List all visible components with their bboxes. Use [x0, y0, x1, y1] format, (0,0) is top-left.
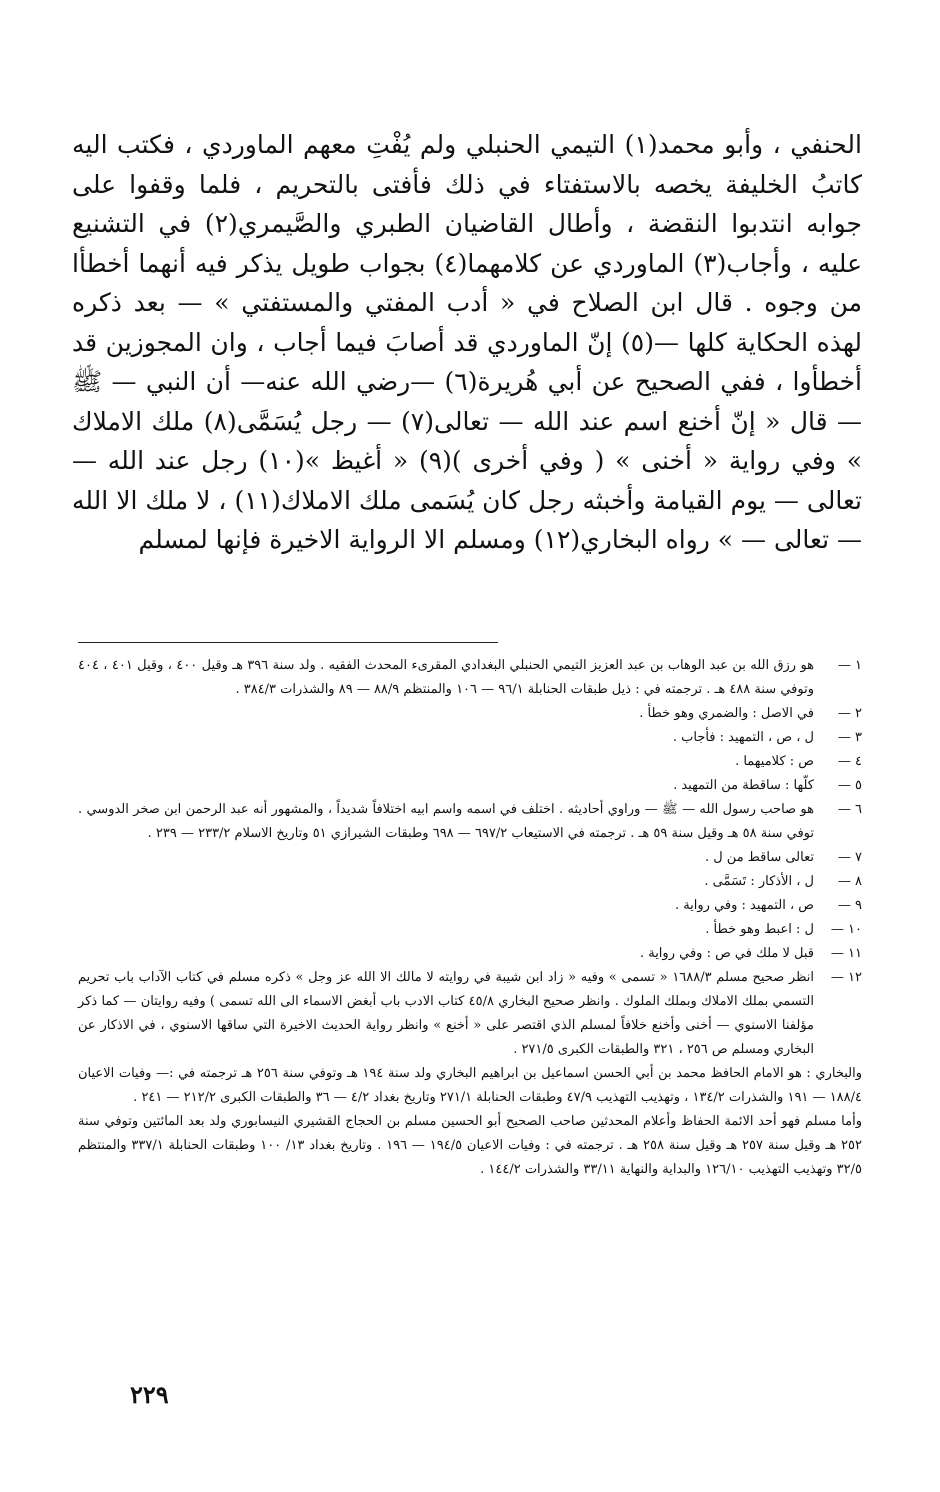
footnote-number: ٤ — — [837, 754, 862, 769]
footnote-text: كلّها : ساقطة من التمهيد . — [673, 778, 814, 793]
footnote — [78, 726, 862, 750]
footnote-text: هو رزق الله بن عبد الوهاب بن عبد العزيز التيمي الحنبلي البغدادي المقرىء المحدث الفقيه . ولد سنة ٣٩٦ هـ وقيل ٤٠٠ ، وقيل ٤٠١ ، ٤٠٤ وتوفي سنة ٤٨٨ هـ . ترجمته في : ذيل طبقات الحنابلة ٩٦/١ — ١٠٦ والمنتظم ٨٨/٩ — ٨٩ والشذرات ٣٨٤/٣ . — [78, 658, 815, 697]
footnotes — [78, 654, 862, 1182]
footnote — [78, 750, 862, 774]
footnote-text: ل ، ص ، التمهيد : فأجاب . — [672, 730, 814, 745]
footnote-text: انظر صحيح مسلم ١٦٨٨/٣ « تسمى » وفيه « زاد ابن شيبة في روايته لا مالك الا الله عز وجل » ذكره مسلم في كتاب الآداب باب تحريم التسمي بملك الاملاك وبملك الملوك . وانظر صحيح البخاري ٤٥/٨ كتاب الادب باب أبغض الاسماء الى الله تسمى ) وفيه روايتان — كما ذكر مؤلفنا الاسنوي — أخنى وأخنع خلافاً لمسلم الذي اقتصر على « أخنع » وانظر رواية الحديث الاخيرة التي ساقها الاسنوي ، في الاذكار عن البخاري ومسلم ص ٢٥٦ ، ٣٢١ والطبقات الكبرى ٢٧١/٥ . — [78, 970, 814, 1057]
footnote-number: ٣ — — [837, 730, 862, 745]
footnote — [78, 894, 862, 918]
footnote-text: في الاصل : والضمري وهو خطأ . — [639, 706, 814, 721]
footnote-number: ١٠ — — [830, 922, 862, 937]
footnote-number: ٥ — — [837, 778, 862, 793]
footnote — [78, 870, 862, 894]
footnote-number: ٨ — — [837, 874, 862, 889]
main-text — [72, 125, 862, 560]
footnote — [78, 846, 862, 870]
footnote-paragraph: وأما مسلم فهو أحد الائمة الحفاظ وأعلام المحدثين صاحب الصحيح أبو الحسين مسلم بن الحجاج القشيري النيسابوري ولد بعد المائتين وتوفي سنة ٢٥٢ هـ وقيل سنة ٢٥٧ هـ وقيل سنة ٢٥٨ هـ . ترجمته في : وفيات الاعيان ١٩٤/٥ — ١٩٦ . وتاريخ بغداد ١٣/ ١٠٠ وطبقات الحنابلة ٣٣٧/١ والمنتظم ٣٢/٥ وتهذيب التهذيب ١٢٦/١٠ والبداية والنهاية ٣٣/١١ والشذرات ١٤٤/٢ . — [78, 1114, 862, 1177]
footnote-text: قبل لا ملك في ص : وفي رواية . — [639, 946, 814, 961]
footnote-text: ل : اعبط وهو خطأ . — [705, 922, 814, 937]
footnote-text: ص ، التمهيد : وفي رواية . — [674, 898, 814, 913]
footnote-paragraph: والبخاري : هو الامام الحافظ محمد بن أبي الحسن اسماعيل بن ابراهيم البخاري ولد سنة ١٩٤ هـ وتوفي سنة ٢٥٦ هـ ترجمته في :— وفيات الاعيان ١٨٨/٤ — ١٩١ والشذرات ١٣٤/٢ ، وتهذيب التهذيب ٤٧/٩ وطبقات الحنابلة ٢٧١/١ وتاريخ بغداد ٤/٢ — ٣٦ والطبقات الكبرى ٢١٢/٢ — ٢٤١ . — [78, 1066, 863, 1105]
page-number: ٢٢٩ — [130, 1380, 169, 1409]
footnote — [78, 942, 862, 966]
footnote — [78, 702, 862, 726]
footnote — [78, 966, 862, 1062]
footnote-text: تعالى ساقط من ل . — [704, 850, 814, 865]
footnote-number: ٧ — — [837, 850, 862, 865]
footnote-number: ٩ — — [837, 898, 862, 913]
footnote-text: ص : كلاميهما . — [735, 754, 814, 769]
footnote-number: ١٢ — — [830, 970, 862, 985]
footnote-text: هو صاحب رسول الله — ﷺ — وراوي أحاديثه . اختلف في اسمه واسم ابيه اختلافاً شديداً ، والمشهور أنه عبد الرحمن ابن صخر الدوسي . توفي سنة ٥٨ هـ وقيل سنة ٥٩ هـ . ترجمته في الاستيعاب ٦٩٧/٢ — ٦٩٨ وطبقات الشيرازي ٥١ وتاريخ الاسلام ٢٣٣/٢ — ٢٣٩ . — [78, 802, 814, 841]
footnote — [78, 798, 862, 846]
footnote — [78, 918, 862, 942]
footnote-number: ١١ — — [830, 946, 862, 961]
footnote-separator — [78, 642, 498, 643]
main-paragraph: الحنفي ، وأبو محمد(١) التيمي الحنبلي ولم يُفْتِ معهم الماوردي ، فكتب اليه كاتبُ الخليفة يخصه بالاستفتاء في ذلك فأفتى بالتحريم ، فلما وقفوا على جوابه انتدبوا النقضة ، وأطال القاضيان الطبري والصَّيمري(٢) في التشنيع عليه ، وأجاب(٣) الماوردي عن كلامهما(٤) بجواب طويل يذكر فيه أنهما أخطأا من وجوه . قال ابن الصلاح في « أدب المفتي والمستفتي » — بعد ذكره لهذه الحكاية كلها —(٥) إنّ الماوردي قد أصابَ فيما أجاب ، وان المجوزين قد أخطأوا ، ففي الصحيح عن أبي هُريرة(٦) —رضي الله عنه— أن النبي — ﷺ — قال « إنّ أخنع اسم عند الله — تعالى(٧) — رجل يُسَمَّى(٨) ملك الاملاك » وفي رواية « أخنى » ( وفي أخرى )(٩) « أغيظ »(١٠) رجل عند الله — تعالى — يوم القيامة وأخبثه رجل كان يُسَمى ملك الاملاك(١١) ، لا ملك الا الله — تعالى — » رواه البخاري(١٢) ومسلم الا الرواية الاخيرة فإنها لمسلم — [72, 130, 863, 554]
footnote-number: ١ — — [837, 658, 862, 673]
footnote-text: ل ، الأذكار : تَسَمَّى . — [704, 874, 814, 889]
footnote-number: ٢ — — [837, 706, 862, 721]
footnote-number: ٦ — — [837, 802, 862, 817]
footnote — [78, 774, 862, 798]
footnote — [78, 654, 862, 702]
